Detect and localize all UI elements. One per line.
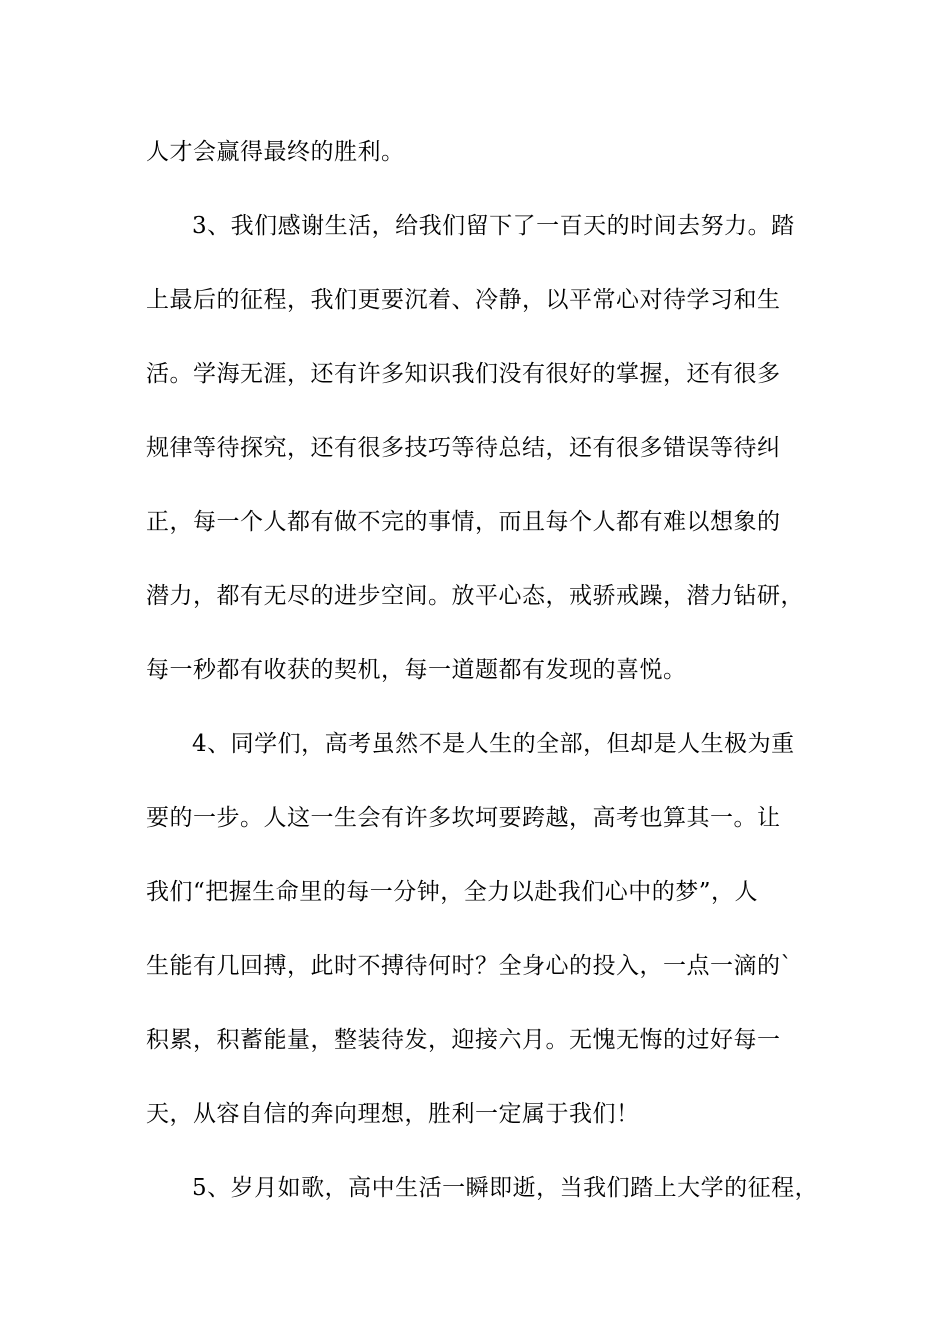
text-line: 潜力，都有无尽的进步空间。放平心态，戒骄戒躁，潜力钻研，	[146, 583, 804, 609]
text-line: 要的一步。人这一生会有许多坎坷要跨越，高考也算其一。让	[146, 805, 781, 831]
text-line: 天，从容自信的奔向理想，胜利一定属于我们！	[146, 1101, 640, 1127]
text-line: 5、岁月如歌，高中生活一瞬即逝，当我们踏上大学的征程，	[192, 1175, 819, 1201]
text-line: 规律等待探究，还有很多技巧等待总结，还有很多错误等待纠	[146, 435, 781, 461]
text-line: 上最后的征程，我们更要沉着、冷静，以平常心对待学习和生	[146, 287, 781, 313]
text-line: 我们“把握生命里的每一分钟，全力以赴我们心中的梦”，人	[146, 879, 759, 905]
text-line: 活。学海无涯，还有许多知识我们没有很好的掌握，还有很多	[146, 361, 781, 387]
text-line: 人才会赢得最终的胜利。	[146, 139, 405, 165]
text-line: 生能有几回搏，此时不搏待何时？全身心的投入，一点一滴的`	[146, 953, 793, 979]
text-line: 正，每一个人都有做不完的事情，而且每个人都有难以想象的	[146, 509, 781, 535]
text-line: 3、我们感谢生活，给我们留下了一百天的时间去努力。踏	[192, 213, 795, 239]
text-line: 每一秒都有收获的契机，每一道题都有发现的喜悦。	[146, 657, 687, 683]
text-line: 4、同学们，高考虽然不是人生的全部，但却是人生极为重	[192, 731, 795, 757]
text-line: 积累，积蓄能量，整装待发，迎接六月。无愧无悔的过好每一	[146, 1027, 781, 1053]
